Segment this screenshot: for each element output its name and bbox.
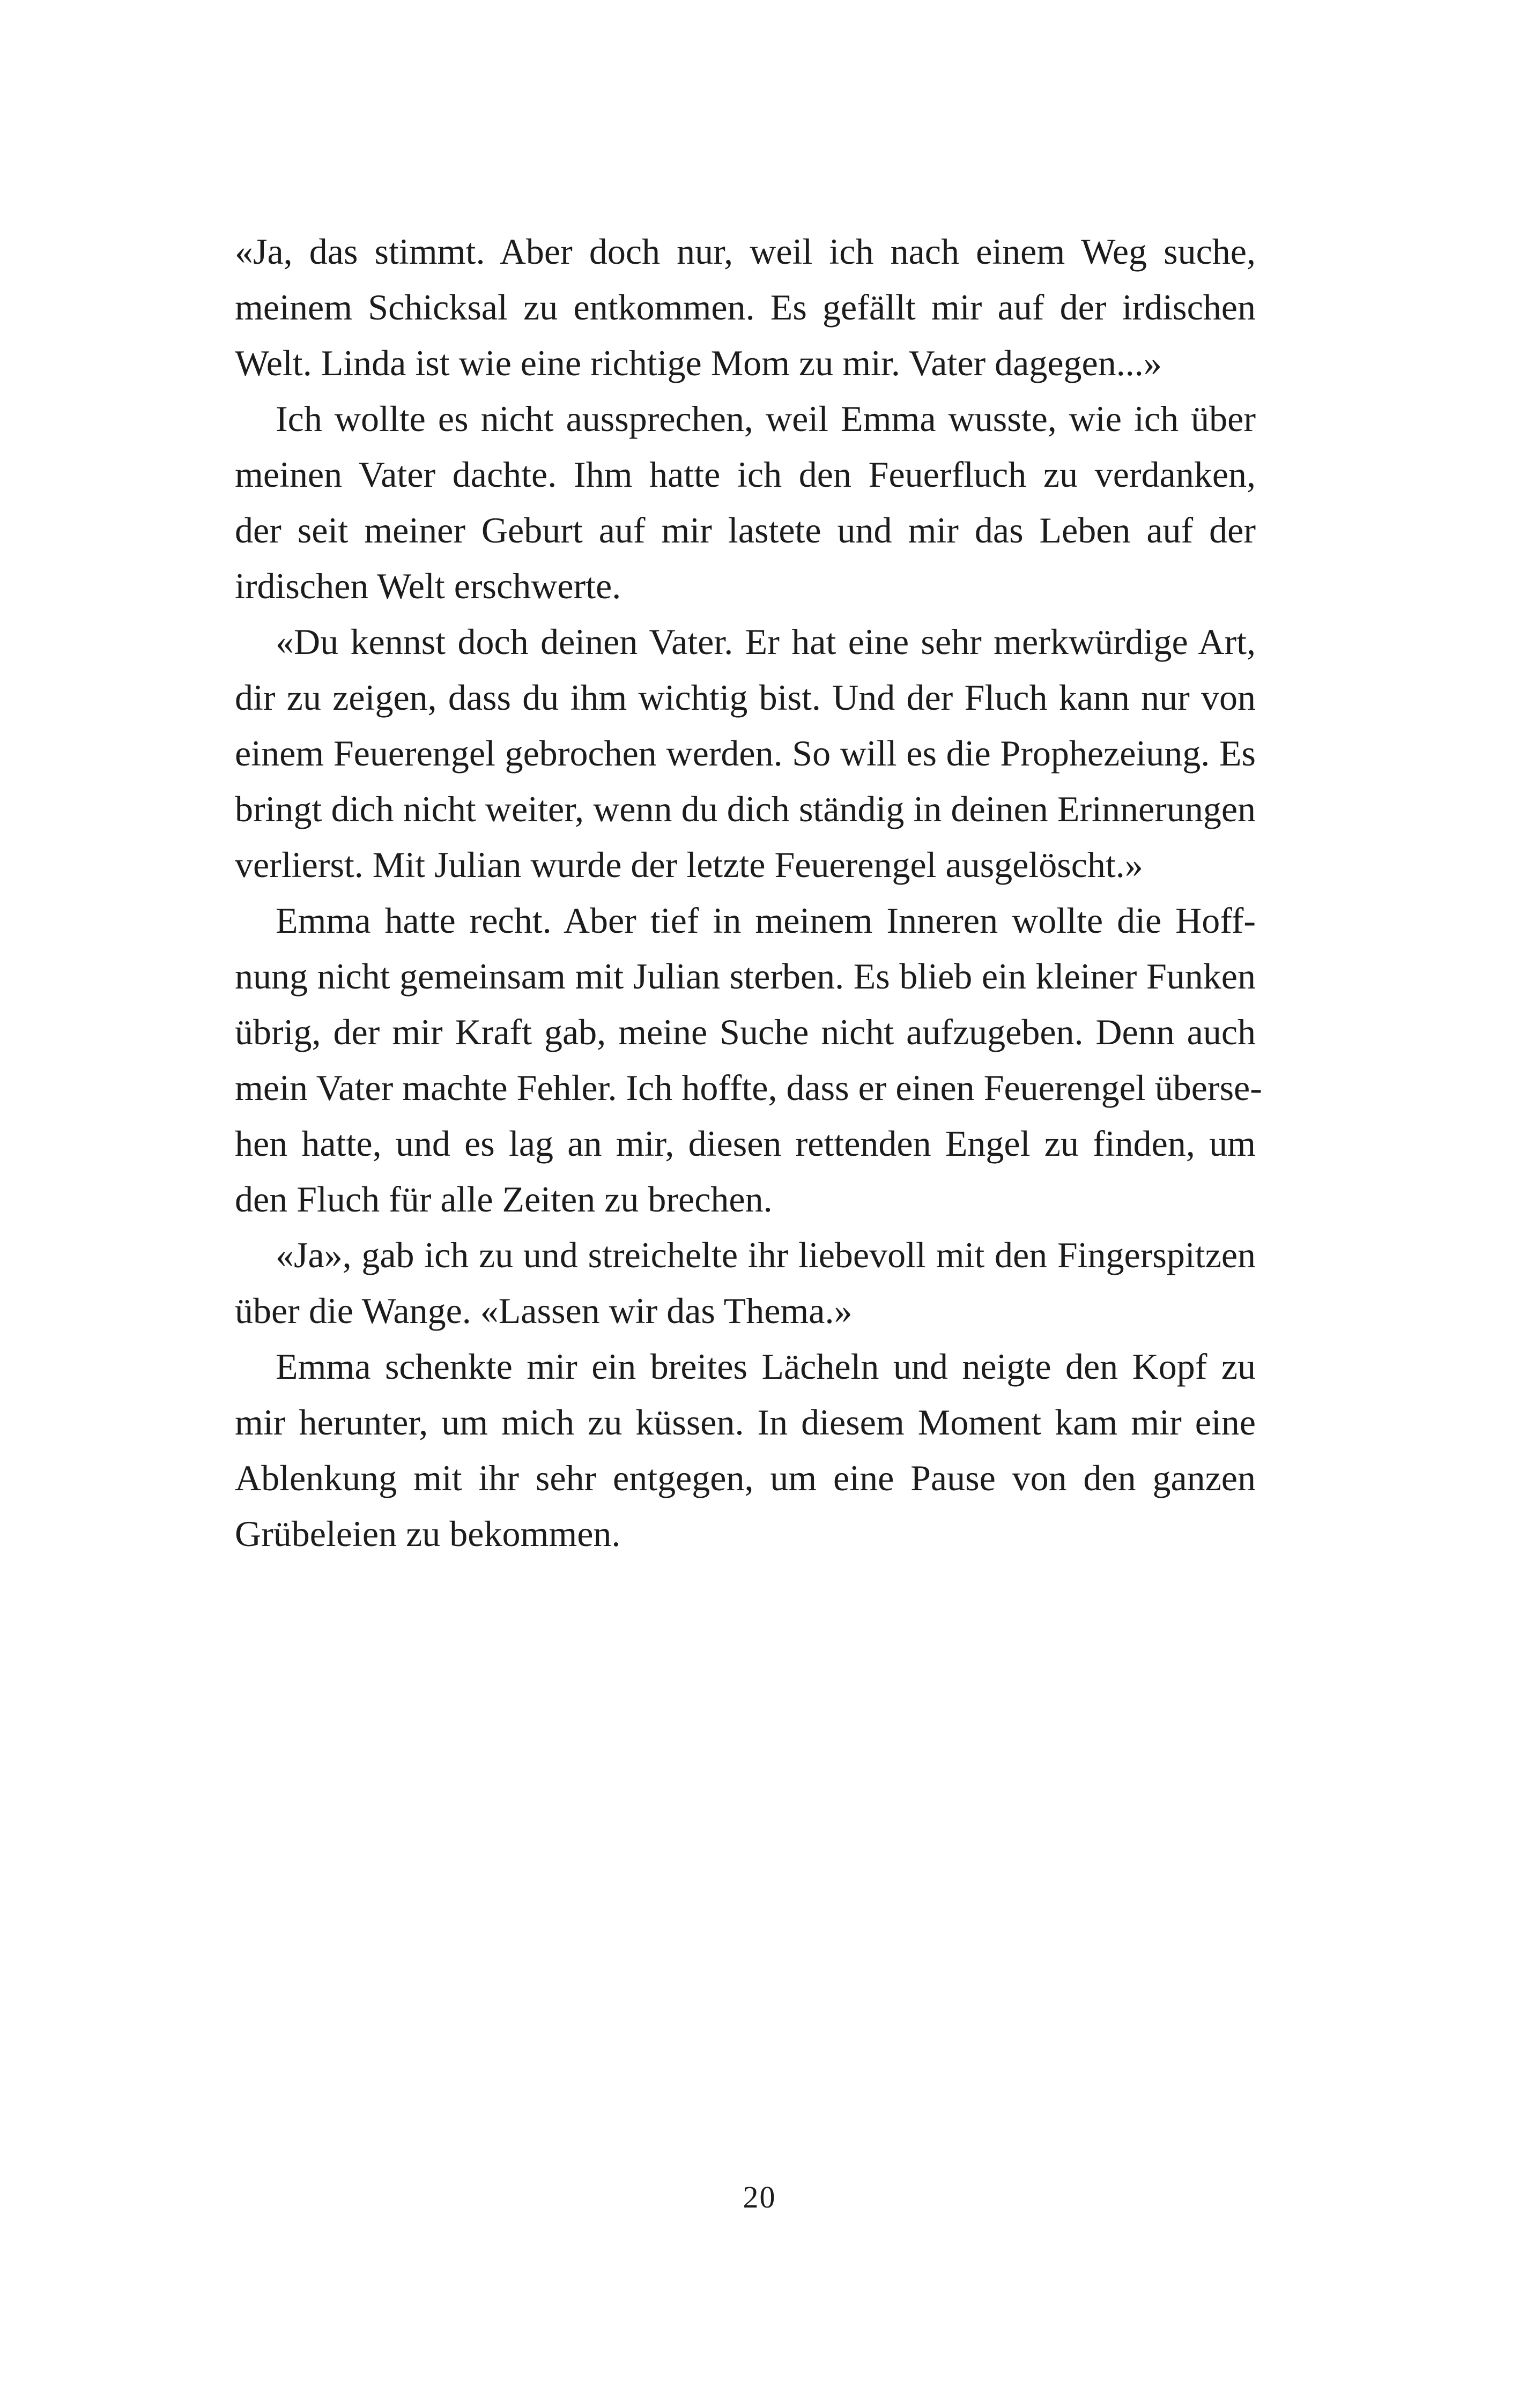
text-line: hen hatte, und es lag an mir, diesen rettenden Engel zu finden, um: [235, 1123, 1256, 1164]
text-line: dir zu zeigen, dass du ihm wichtig bist. Und der Fluch kann nur von: [235, 677, 1256, 718]
text-line: verlierst. Mit Julian wurde der letzte Feuerengel ausgelöscht.»: [235, 844, 1143, 885]
text-line: Ablenkung mit ihr sehr entgegen, um eine Pause von den ganzen: [235, 1458, 1256, 1498]
text-line: über die Wange. «Lassen wir das Thema.»: [235, 1290, 853, 1331]
text-line: Welt. Linda ist wie eine richtige Mom zu mir. Vater dagegen...»: [235, 343, 1162, 383]
text-line: bringt dich nicht weiter, wenn du dich ständig in deinen Erinnerungen: [235, 789, 1256, 829]
text-line: Emma hatte recht. Aber tief in meinem Inneren wollte die Hoff-: [276, 900, 1256, 941]
text-line: «Ja, das stimmt. Aber doch nur, weil ich nach einem Weg suche,: [235, 231, 1256, 272]
paragraph: [235, 391, 1256, 614]
text-line: nung nicht gemeinsam mit Julian sterben. Es blieb ein kleiner Funken: [235, 956, 1256, 997]
text-line: «Du kennst doch deinen Vater. Er hat eine sehr merkwürdige Art,: [276, 621, 1256, 662]
text-line: einem Feuerengel gebrochen werden. So will es die Prophezeiung. Es: [235, 733, 1256, 774]
body-text: [235, 224, 1262, 1562]
text-line: irdischen Welt erschwerte.: [235, 566, 621, 606]
text-line: mir herunter, um mich zu küssen. In diesem Moment kam mir eine: [235, 1402, 1256, 1443]
text-line: Ich wollte es nicht aussprechen, weil Emma wusste, wie ich über: [276, 398, 1256, 439]
text-line: mein Vater machte Fehler. Ich hoffte, dass er einen Feuerengel überse-: [235, 1067, 1262, 1108]
paragraph: [235, 614, 1256, 893]
text-line: der seit meiner Geburt auf mir lastete und mir das Leben auf der: [235, 510, 1256, 551]
text-line: meinen Vater dachte. Ihm hatte ich den Feuerfluch zu verdanken,: [235, 454, 1256, 495]
page-number: 20: [743, 2180, 776, 2214]
text-line: meinem Schicksal zu entkommen. Es gefällt mir auf der irdischen: [235, 287, 1256, 328]
text-line: übrig, der mir Kraft gab, meine Suche nicht aufzugeben. Denn auch: [235, 1012, 1256, 1052]
paragraph: [235, 224, 1256, 391]
text-line: «Ja», gab ich zu und streichelte ihr liebevoll mit den Fingerspitzen: [276, 1235, 1256, 1275]
paragraph: [235, 1339, 1256, 1562]
text-line: den Fluch für alle Zeiten zu brechen.: [235, 1179, 773, 1220]
text-line: Grübeleien zu bekommen.: [235, 1513, 621, 1554]
paragraph: [235, 1227, 1256, 1339]
text-line: Emma schenkte mir ein breites Lächeln und neigte den Kopf zu: [276, 1346, 1256, 1387]
paragraph: [235, 893, 1262, 1227]
